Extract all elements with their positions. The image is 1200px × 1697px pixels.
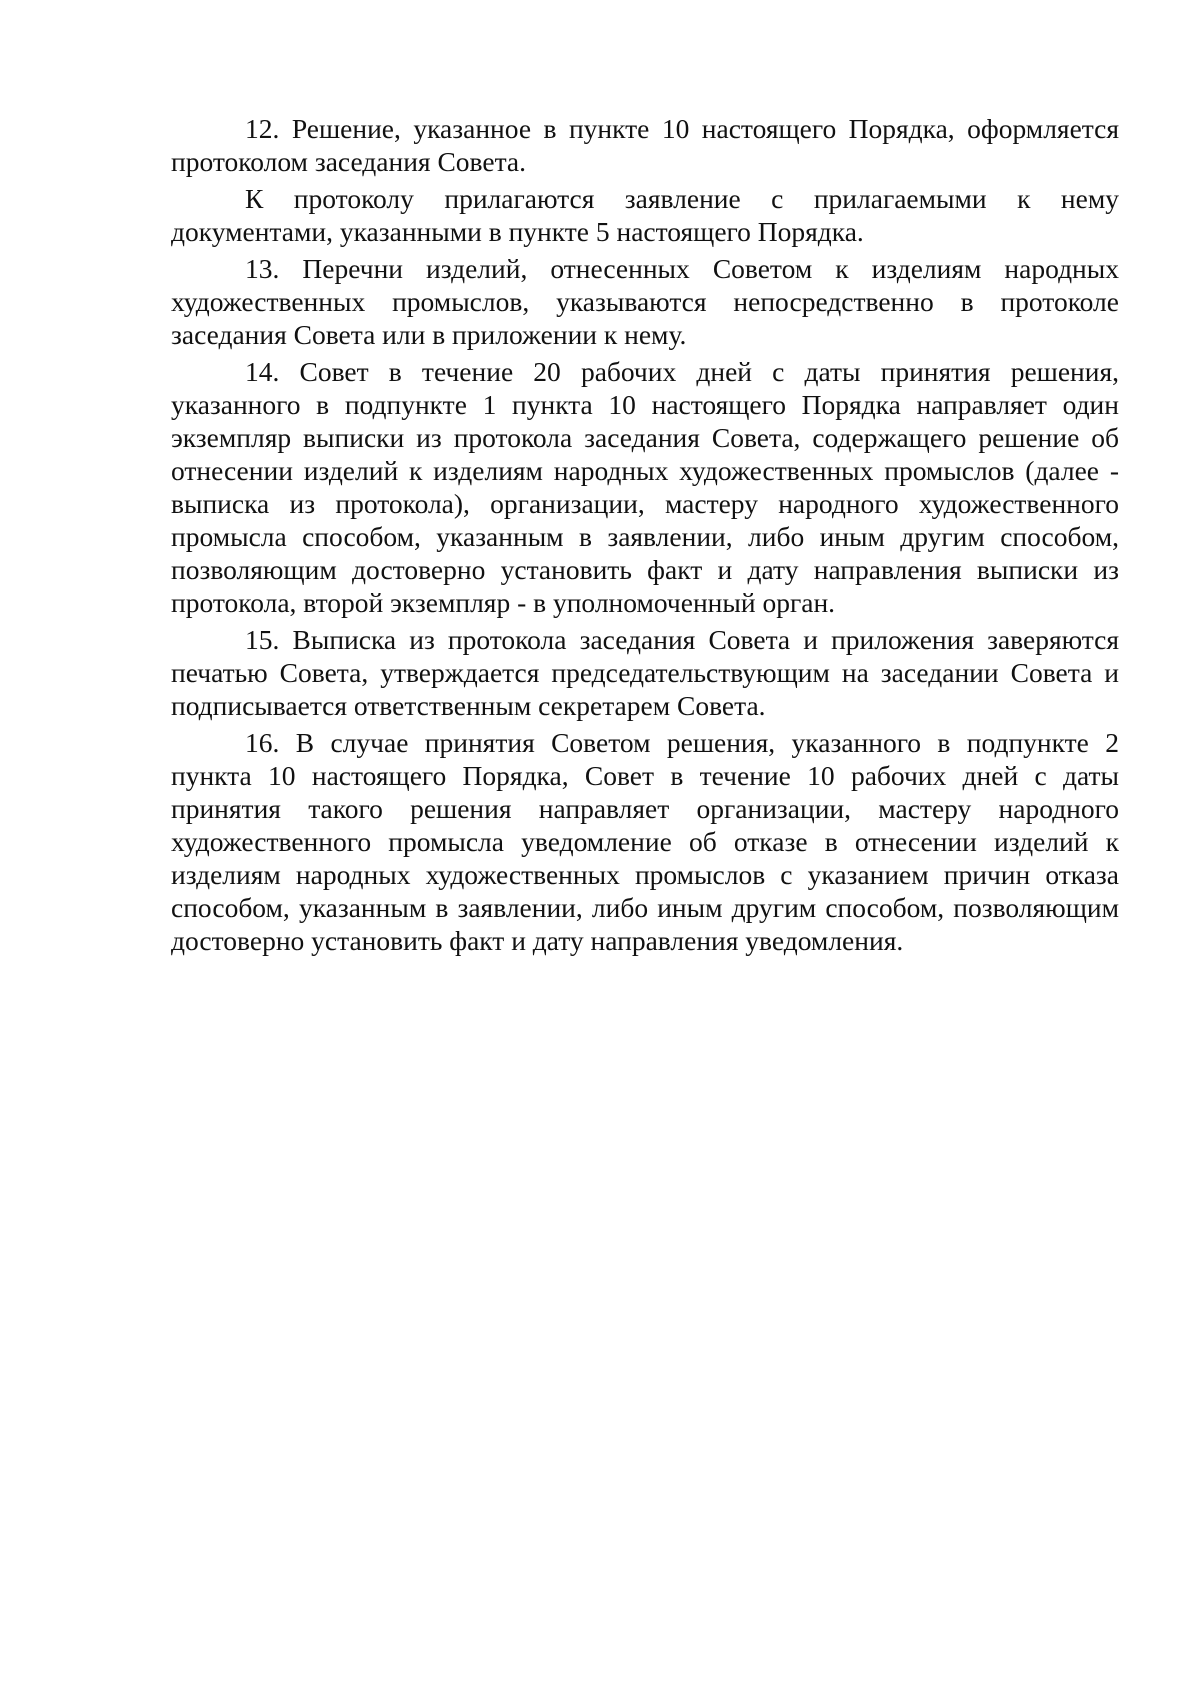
document-page — [171, 112, 1119, 961]
paragraph-15: 15. Выписка из протокола заседания Совета и приложения заверяются печатью Совета, утверждается председательствующим на заседании Совета и подписывается ответственным секретарем Совета. — [171, 624, 1119, 721]
paragraph-12: 12. Решение, указанное в пункте 10 настоящего Порядка, оформляется протоколом заседания Совета. — [171, 113, 1119, 177]
paragraph-14: 14. Совет в течение 20 рабочих дней с даты принятия решения, указанного в подпункте 1 пункта 10 настоящего Порядка направляет один экземпляр выписки из протокола заседания Совета, содержащего решение об отнесении изделий к изделиям народных художественных промыслов (далее - выписка из протокола), организации, мастеру народного художественного промысла способом, указанным в заявлении, либо иным другим способом, позволяющим достоверно установить факт и дату направления выписки из протокола, второй экземпляр - в уполномоченный орган. — [171, 356, 1119, 618]
paragraph-16: 16. В случае принятия Советом решения, указанного в подпункте 2 пункта 10 настоящего Порядка, Совет в течение 10 рабочих дней с даты принятия такого решения направляет организации, мастеру народного художественного промысла уведомление об отказе в отнесении изделий к изделиям народных художественных промыслов с указанием причин отказа способом, указанным в заявлении, либо иным другим способом, позволяющим достоверно установить факт и дату направления уведомления. — [171, 727, 1119, 956]
paragraph-12-attachment: К протоколу прилагаются заявление с прилагаемыми к нему документами, указанными в пункте 5 настоящего Порядка. — [171, 183, 1119, 247]
paragraph-13: 13. Перечни изделий, отнесенных Советом к изделиям народных художественных промыслов, указываются непосредственно в протоколе заседания Совета или в приложении к нему. — [171, 253, 1119, 350]
